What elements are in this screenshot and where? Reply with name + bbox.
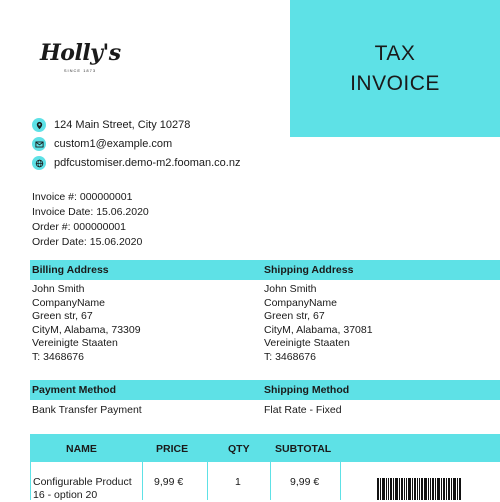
shipping-method-heading: Shipping Method	[264, 384, 350, 396]
company-logo	[40, 40, 120, 73]
address-header-band	[30, 260, 500, 280]
order-date: Order Date: 15.06.2020	[32, 236, 143, 248]
billing-line: CompanyName	[32, 296, 105, 309]
globe-icon	[32, 156, 46, 170]
billing-line: CityM, Alabama, 73309	[32, 323, 141, 336]
column-header-name: NAME	[66, 443, 97, 455]
email-icon	[32, 137, 46, 151]
contact-email-text[interactable]: custom1@example.com	[54, 138, 173, 150]
column-header-qty: QTY	[228, 443, 250, 455]
table-divider	[207, 434, 208, 500]
shipping-address-heading: Shipping Address	[264, 264, 354, 276]
location-pin-icon	[32, 118, 46, 132]
invoice-date: Invoice Date: 15.06.2020	[32, 206, 149, 218]
payment-method-heading: Payment Method	[32, 384, 117, 396]
product-name-line: Configurable Product	[33, 476, 132, 488]
billing-line: Green str, 67	[32, 310, 93, 322]
table-divider	[340, 434, 341, 500]
title-line-1: TAX	[374, 41, 416, 65]
table-row-qty: 1	[235, 476, 241, 488]
table-divider	[270, 434, 271, 500]
shipping-address	[264, 283, 373, 364]
logo-wordmark: Holly's	[40, 40, 121, 66]
column-header-subtotal: SUBTOTAL	[275, 443, 332, 455]
table-border	[30, 434, 31, 500]
product-name-line: 16 - option 20	[33, 489, 98, 501]
invoice-number: Invoice #: 000000001	[32, 191, 133, 203]
product-barcode	[377, 478, 462, 500]
contact-address-text: 124 Main Street, City 10278	[54, 119, 191, 131]
billing-line: Vereinigte Staaten	[32, 337, 118, 349]
billing-address-heading: Billing Address	[32, 264, 109, 276]
order-number: Order #: 000000001	[32, 221, 126, 233]
column-header-price: PRICE	[156, 443, 189, 455]
billing-line: John Smith	[32, 283, 85, 295]
items-table-header	[30, 434, 500, 462]
shipping-line: CityM, Alabama, 37081	[264, 323, 373, 336]
table-row-subtotal: 9,99 €	[290, 476, 320, 488]
contact-website-text[interactable]: pdfcustomiser.demo-m2.fooman.co.nz	[54, 157, 241, 169]
shipping-line: John Smith	[264, 283, 317, 295]
shipping-method-value: Flat Rate - Fixed	[264, 404, 342, 416]
title-line-2: INVOICE	[350, 71, 440, 95]
shipping-line: T: 3468676	[264, 350, 316, 363]
table-row-price: 9,99 €	[154, 476, 184, 488]
shipping-line: CompanyName	[264, 296, 337, 309]
billing-address	[32, 283, 141, 364]
contact-email	[32, 137, 172, 151]
method-header-band	[30, 380, 500, 400]
table-divider	[142, 434, 143, 500]
shipping-line: Green str, 67	[264, 310, 325, 322]
invoice-meta	[32, 190, 149, 250]
contact-address	[32, 118, 190, 132]
billing-line: T: 3468676	[32, 350, 84, 363]
table-row-product-name	[33, 476, 132, 502]
document-title-box	[290, 0, 500, 137]
payment-method-value: Bank Transfer Payment	[32, 404, 142, 416]
contact-website	[32, 156, 240, 170]
logo-since-text: SINCE 1873	[63, 68, 97, 73]
shipping-line: Vereinigte Staaten	[264, 337, 350, 349]
